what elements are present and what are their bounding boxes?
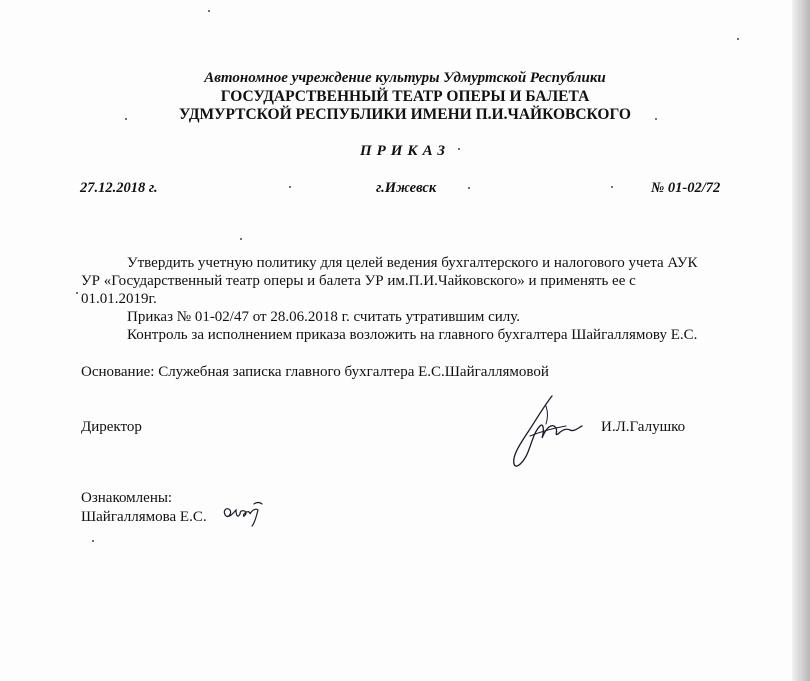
order-number: № 01-02/72: [651, 180, 721, 196]
header-organization: Автономное учреждение культуры Удмуртской Республики: [204, 70, 606, 86]
basis-note: Основание: Служебная записка главного бухгалтера Е.С.Шайгаллямовой: [81, 364, 549, 380]
paragraph-2: Приказ № 01-02/47 от 28.06.2018 г. считать утратившим силу.: [127, 309, 521, 325]
document-title: ПРИКАЗ: [359, 143, 451, 159]
scan-noise-dot: [655, 118, 657, 120]
scan-noise-dot: [92, 540, 94, 542]
scan-noise-dot: [458, 148, 460, 150]
scan-noise-dot: [468, 187, 470, 189]
scan-noise-dot: [240, 238, 242, 240]
paragraph-1-line-3: 01.01.2019г.: [81, 291, 157, 307]
director-title: Директор: [81, 419, 142, 435]
director-signature-icon: [500, 392, 590, 472]
director-name: И.Л.Галушко: [601, 419, 686, 435]
header-theatre-name: ГОСУДАРСТВЕННЫЙ ТЕАТР ОПЕРЫ И БАЛЕТА: [220, 88, 590, 105]
scan-noise-dot: [125, 118, 127, 120]
acknowledgement-signature-icon: [218, 498, 268, 528]
order-date: 27.12.2018 г.: [80, 180, 158, 196]
scan-noise-dot: [76, 292, 78, 294]
header-theatre-name-cont: УДМУРТСКОЙ РЕСПУБЛИКИ ИМЕНИ П.И.ЧАЙКОВСКОГО: [179, 106, 631, 123]
scan-noise-dot: [611, 186, 613, 188]
scan-noise-dot: [208, 10, 210, 12]
paragraph-3: Контроль за исполнением приказа возложить на главного бухгалтера Шайгаллямову Е.С.: [127, 327, 698, 343]
paragraph-1-line-1: Утвердить учетную политику для целей ведения бухгалтерского и налогового учета АУК: [127, 255, 698, 271]
scan-noise-dot: [289, 186, 291, 188]
order-city: г.Ижевск: [376, 180, 437, 196]
acknowledged-label: Ознакомлены:: [81, 490, 173, 506]
acknowledged-name: Шайгаллямова Е.С.: [81, 509, 207, 525]
scan-noise-dot: [737, 38, 739, 40]
paragraph-1-line-2: УР «Государственный театр оперы и балета УР им.П.И.Чайковского» и применять ее с: [81, 273, 636, 289]
